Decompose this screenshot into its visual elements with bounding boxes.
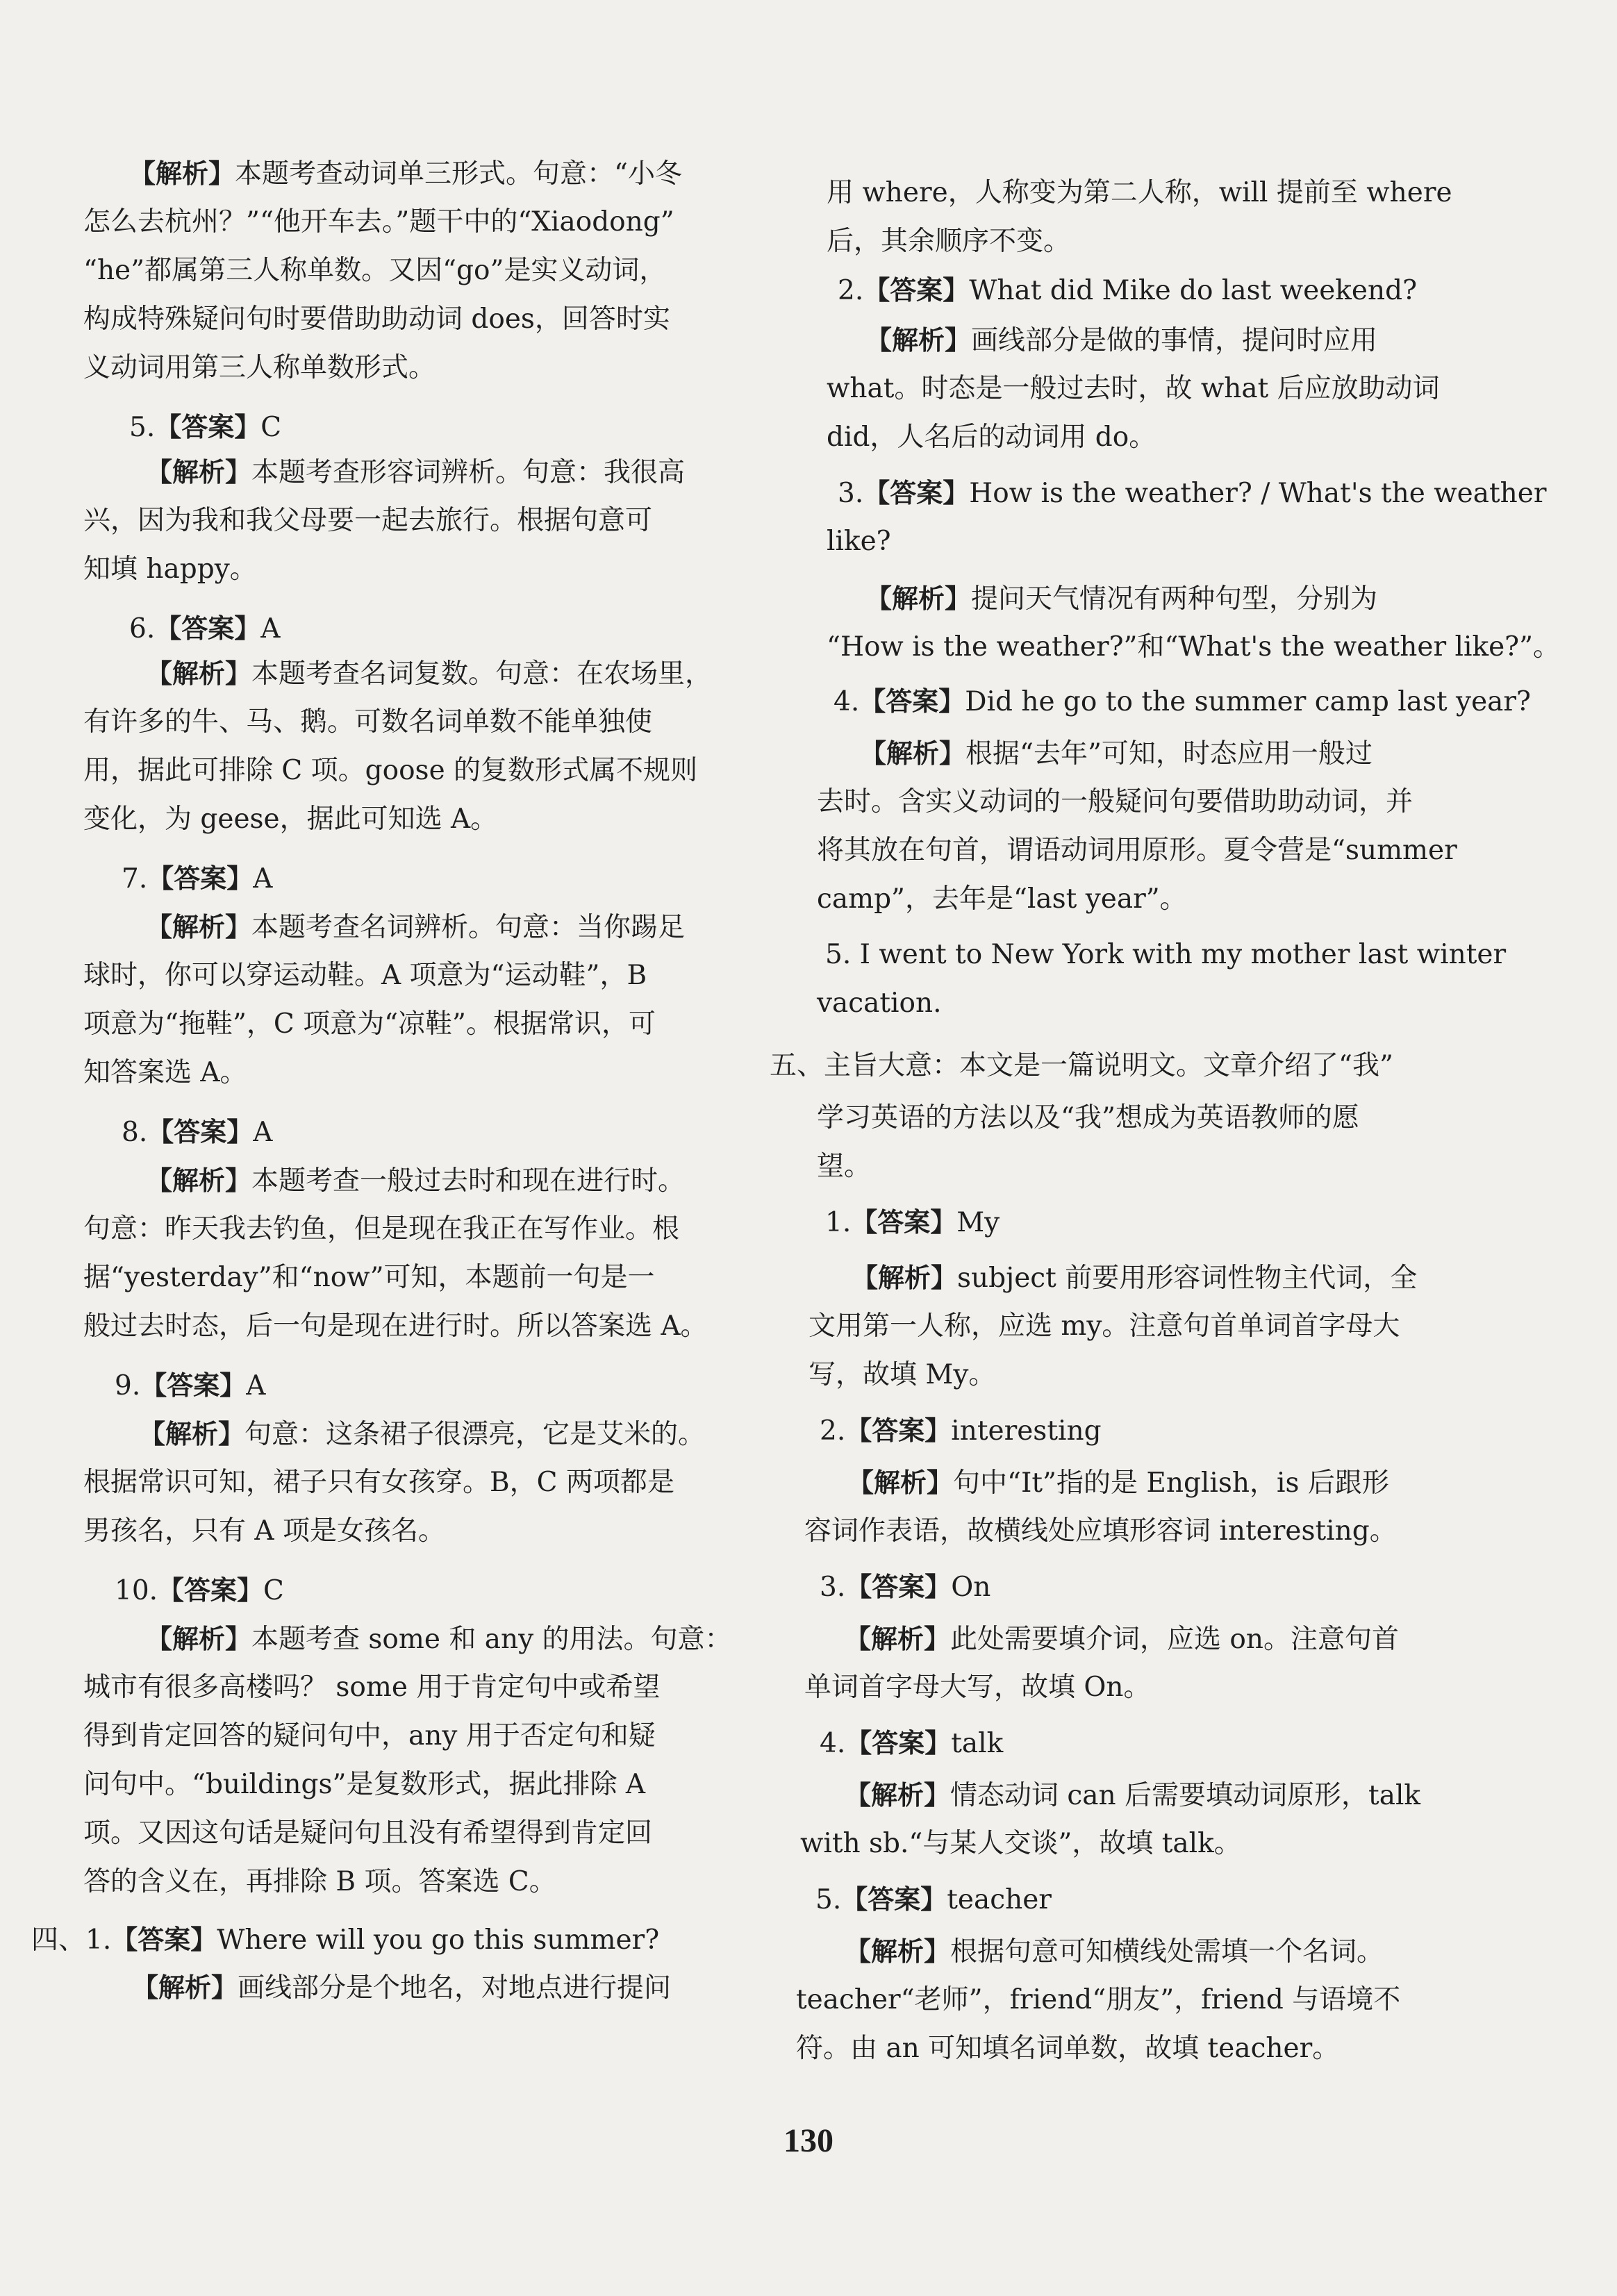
text-line	[827, 418, 1156, 457]
label-tag: 【答案】	[158, 1575, 264, 1606]
label-tag: 【答案】	[140, 1370, 247, 1401]
text-run: 用，据此可排除 C 项。goose 的复数形式属不规则	[83, 755, 698, 786]
text-line	[825, 935, 1506, 974]
text-run: 兴，因为我和我父母要一起去旅行。根据句意可	[83, 505, 653, 536]
text-line	[820, 1567, 990, 1607]
text-line	[122, 1113, 272, 1152]
text-run: 答的含义在，再排除 B 项。答案选 C。	[83, 1866, 556, 1897]
text-run: 本题考查动词单三形式。句意：“小冬	[235, 158, 682, 190]
text-line	[132, 1968, 671, 2008]
text-line	[845, 1620, 1399, 1659]
text-run: interesting	[951, 1415, 1102, 1447]
label-tag: 【答案】	[859, 686, 965, 717]
text-run: 5. I went to New York with my mother last winter	[825, 939, 1507, 970]
text-line	[146, 1161, 685, 1201]
text-run: 本题考查名词辨析。句意：当你踢足	[251, 912, 686, 943]
text-line	[83, 1210, 679, 1249]
text-line	[838, 474, 1546, 513]
text-run: Did he go to the summer camp last year?	[965, 686, 1531, 717]
text-line	[770, 1047, 1393, 1085]
text-line	[827, 222, 1070, 261]
text-run: 3.	[820, 1572, 846, 1603]
label-tag: 【解析】	[852, 1263, 958, 1293]
text-run: 义动词用第三人称单数形式。	[83, 352, 436, 383]
text-run: 后，其余顺序不变。	[827, 226, 1071, 257]
label-tag: 【解析】	[139, 1419, 245, 1449]
label-tag: 【答案】	[155, 412, 261, 442]
text-run: 用 where，人称变为第二人称，will 提前至 where	[827, 177, 1452, 208]
text-line	[146, 453, 685, 492]
text-line	[146, 1620, 732, 1659]
text-line	[804, 1512, 1397, 1551]
text-line	[827, 369, 1440, 408]
text-run: Where will you go this summer?	[217, 1924, 660, 1956]
text-run: 知答案选 A。	[83, 1057, 247, 1088]
text-run: 句意：昨天我去钓鱼，但是现在我正在写作业。根	[83, 1213, 680, 1245]
text-run: C	[260, 412, 282, 443]
text-run: vacation.	[817, 988, 942, 1019]
text-line	[83, 1054, 247, 1092]
label-tag: 【答案】	[845, 1572, 952, 1602]
text-run: What did Mike do last weekend?	[969, 275, 1417, 306]
text-line	[83, 800, 497, 839]
text-run: “How is the weather?”和“What's the weather like?”。	[827, 631, 1561, 663]
text-run: 知填 happy。	[83, 554, 257, 585]
text-run: 6.	[129, 613, 156, 644]
text-run: 画线部分是做的事情，提问时应用	[971, 325, 1378, 356]
text-run: 单词首字母大写，故填 On。	[804, 1672, 1151, 1703]
text-line	[83, 203, 674, 242]
text-run: did，人名后的动词用 do。	[827, 422, 1156, 453]
text-run: 9.	[115, 1370, 141, 1401]
text-line	[817, 984, 942, 1023]
text-line	[146, 908, 685, 947]
label-tag: 【解析】	[845, 1624, 951, 1654]
label-tag: 【解析】	[845, 1780, 951, 1811]
text-run: 5.	[815, 1884, 842, 1915]
text-run: 项意为“拖鞋”，C 项意为“凉鞋”。根据常识，可	[83, 1008, 656, 1040]
text-run: 望。	[817, 1151, 872, 1182]
text-line	[83, 956, 647, 995]
label-tag: 【解析】	[865, 325, 972, 356]
text-line	[804, 1668, 1151, 1707]
text-run: 得到肯定回答的疑问句中，any 用于否定句和疑	[83, 1720, 656, 1752]
text-line	[83, 1863, 556, 1902]
label-tag: 【解析】	[860, 738, 966, 769]
text-line	[817, 831, 1457, 870]
text-run: A	[246, 1370, 266, 1401]
text-run: 四、1.	[31, 1924, 112, 1956]
text-run: 画线部分是个地名，对地点进行提问	[238, 1972, 672, 2004]
text-run: 情态动词 can 后需要填动词原形，talk	[950, 1780, 1421, 1811]
text-run: 写，故填 My。	[808, 1359, 996, 1390]
text-line	[796, 1981, 1400, 2020]
text-run: 般过去时态，后一句是现在进行时。所以答案选 A。	[83, 1311, 708, 1342]
text-line	[808, 1307, 1400, 1346]
text-run: “he”都属第三人称单数。又因“go”是实义动词，	[83, 255, 667, 286]
text-line	[83, 751, 697, 790]
text-line	[115, 1366, 265, 1406]
text-line	[820, 1724, 1003, 1763]
text-line	[865, 579, 1377, 619]
text-line	[129, 408, 281, 447]
text-run: 3.	[838, 478, 864, 509]
text-run: 句意：这条裙子很漂亮，它是艾米的。	[244, 1419, 706, 1450]
text-line	[31, 1920, 659, 1960]
text-line	[122, 859, 272, 899]
text-run: 本题考查形容词辨析。句意：我很高	[251, 457, 686, 488]
text-run: 问句中。“buildings”是复数形式，据此排除 A	[83, 1769, 646, 1800]
label-tag: 【解析】	[146, 1165, 252, 1196]
text-run: 此处需要填介词，应选 on。注意句首	[950, 1624, 1400, 1655]
text-line	[83, 1512, 445, 1551]
label-tag: 【解析】	[132, 1972, 238, 2003]
text-run: teacher“老师”，friend“朋友”，friend 与语境不	[796, 1984, 1401, 2015]
text-run: 有许多的牛、马、鹅。可数名词单数不能单独使	[83, 706, 653, 738]
text-line	[115, 1571, 284, 1611]
text-run: 学习英语的方法以及“我”想成为英语教师的愿	[817, 1102, 1359, 1133]
text-line	[83, 349, 436, 388]
text-run: 2.	[838, 275, 864, 306]
label-tag: 【解析】	[129, 158, 235, 189]
text-line	[139, 1415, 705, 1454]
text-line	[865, 321, 1377, 360]
text-line	[129, 609, 280, 649]
label-tag: 【解析】	[146, 912, 252, 942]
text-line	[83, 1307, 708, 1346]
text-run: C	[263, 1575, 284, 1606]
text-line	[852, 1258, 1417, 1298]
text-line	[815, 1880, 1052, 1920]
text-line	[827, 522, 891, 561]
text-run: 本题考查一般过去时和现在进行时。	[251, 1165, 686, 1197]
text-run: 本题考查 some 和 any 的用法。句意：	[251, 1624, 732, 1655]
text-run: On	[951, 1572, 991, 1603]
text-run: How is the weather? / What's the weather	[969, 478, 1547, 509]
text-run: 去时。含实义动词的一般疑问句要借助助动词，并	[817, 786, 1413, 817]
text-line	[834, 682, 1531, 722]
text-line	[83, 703, 652, 742]
label-tag: 【解析】	[847, 1467, 954, 1498]
text-line	[817, 880, 1187, 919]
text-line	[83, 1258, 655, 1297]
text-run: 文用第一人称，应选 my。注意句首单词首字母大	[808, 1311, 1400, 1342]
text-run: My	[956, 1207, 1000, 1238]
text-line	[83, 1668, 660, 1707]
label-tag: 【答案】	[863, 478, 970, 508]
text-run: 本题考查名词复数。句意：在农场里，	[251, 658, 713, 690]
text-line	[83, 550, 257, 589]
label-tag: 【答案】	[863, 275, 970, 306]
text-line	[83, 1717, 656, 1756]
text-line	[817, 1147, 871, 1186]
page-number: 130	[783, 2122, 834, 2159]
label-tag: 【答案】	[845, 1415, 952, 1446]
text-run: talk	[951, 1728, 1004, 1759]
text-line	[847, 1463, 1389, 1503]
label-tag: 【答案】	[147, 1117, 254, 1147]
text-run: 2.	[820, 1415, 846, 1447]
text-line	[820, 1411, 1102, 1451]
text-run: 变化，为 geese，据此可知选 A。	[83, 804, 498, 835]
text-run: like?	[827, 526, 891, 557]
label-tag: 【答案】	[841, 1884, 947, 1915]
text-run: 7.	[122, 863, 148, 895]
text-line	[827, 628, 1560, 667]
text-run: 项。又因这句话是疑问句且没有希望得到肯定回	[83, 1817, 653, 1849]
text-line	[845, 1776, 1420, 1815]
text-run: 提问天气情况有两种句型，分别为	[971, 583, 1378, 615]
text-line	[796, 2029, 1339, 2068]
text-run: with sb.“与某人交谈”，故填 talk。	[800, 1828, 1241, 1859]
text-run: 1.	[825, 1207, 852, 1238]
text-line	[83, 1005, 656, 1044]
text-run: 五、主旨大意：本文是一篇说明文。文章介绍了“我”	[770, 1050, 1393, 1081]
text-run: 构成特殊疑问句时要借助助动词 does，回答时实	[83, 303, 670, 335]
label-tag: 【解析】	[146, 1624, 252, 1654]
label-tag: 【解析】	[146, 658, 252, 689]
text-run: 根据句意可知横线处需填一个名词。	[950, 1936, 1384, 1968]
text-run: A	[253, 1117, 273, 1148]
text-run: what。时态是一般过去时，故 what 后应放助动词	[827, 373, 1440, 404]
label-tag: 【答案】	[111, 1924, 217, 1955]
text-line	[800, 1824, 1241, 1863]
text-line	[83, 300, 670, 339]
text-run: 5.	[129, 412, 156, 443]
text-line	[845, 1932, 1384, 1972]
text-line	[83, 251, 666, 290]
text-run: 根据常识可知，裙子只有女孩穿。B，C 两项都是	[83, 1467, 674, 1498]
text-run: 10.	[115, 1575, 158, 1606]
text-run: 怎么去杭州？”“他开车去。”题干中的“Xiaodong”	[83, 206, 674, 238]
text-run: 城市有很多高楼吗？ some 用于肯定句中或希望	[83, 1672, 661, 1703]
text-run: 球时，你可以穿运动鞋。A 项意为“运动鞋”，B	[83, 960, 647, 991]
text-run: 根据“去年”可知，时态应用一般过	[965, 738, 1373, 770]
text-line	[83, 1463, 674, 1502]
text-line	[83, 1814, 652, 1853]
text-line	[83, 501, 652, 540]
text-run: 容词作表语，故横线处应填形容词 interesting。	[804, 1515, 1397, 1547]
text-line	[817, 1099, 1359, 1138]
label-tag: 【解析】	[865, 583, 972, 614]
text-run: 将其放在句首，谓语动词用原形。夏令营是“summer	[817, 835, 1457, 866]
text-line	[838, 271, 1417, 310]
text-run: 据“yesterday”和“now”可知，本题前一句是一	[83, 1262, 655, 1293]
text-run: 句中“It”指的是 English，is 后跟形	[953, 1467, 1389, 1499]
text-line	[808, 1356, 995, 1395]
text-run: 4.	[820, 1728, 846, 1759]
text-line	[817, 783, 1413, 822]
text-run: A	[253, 863, 273, 895]
text-run: 男孩名，只有 A 项是女孩名。	[83, 1515, 445, 1547]
text-line	[827, 174, 1452, 213]
text-line	[860, 734, 1373, 774]
text-line	[146, 654, 712, 694]
label-tag: 【解析】	[845, 1936, 951, 1967]
label-tag: 【答案】	[845, 1728, 952, 1758]
label-tag: 【解析】	[146, 457, 252, 488]
label-tag: 【答案】	[851, 1207, 957, 1238]
text-run: A	[260, 613, 281, 644]
text-run: 4.	[834, 686, 860, 717]
label-tag: 【答案】	[155, 613, 261, 644]
text-line	[825, 1203, 1000, 1242]
text-run: teacher	[947, 1884, 1052, 1915]
text-run: 8.	[122, 1117, 148, 1148]
text-run: 符。由 an 可知填名词单数，故填 teacher。	[796, 2033, 1340, 2064]
text-run: subject 前要用形容词性物主代词，全	[957, 1263, 1418, 1294]
label-tag: 【答案】	[147, 863, 254, 894]
text-line	[129, 154, 682, 194]
text-run: camp”，去年是“last year”。	[817, 883, 1187, 915]
text-line	[83, 1765, 645, 1804]
